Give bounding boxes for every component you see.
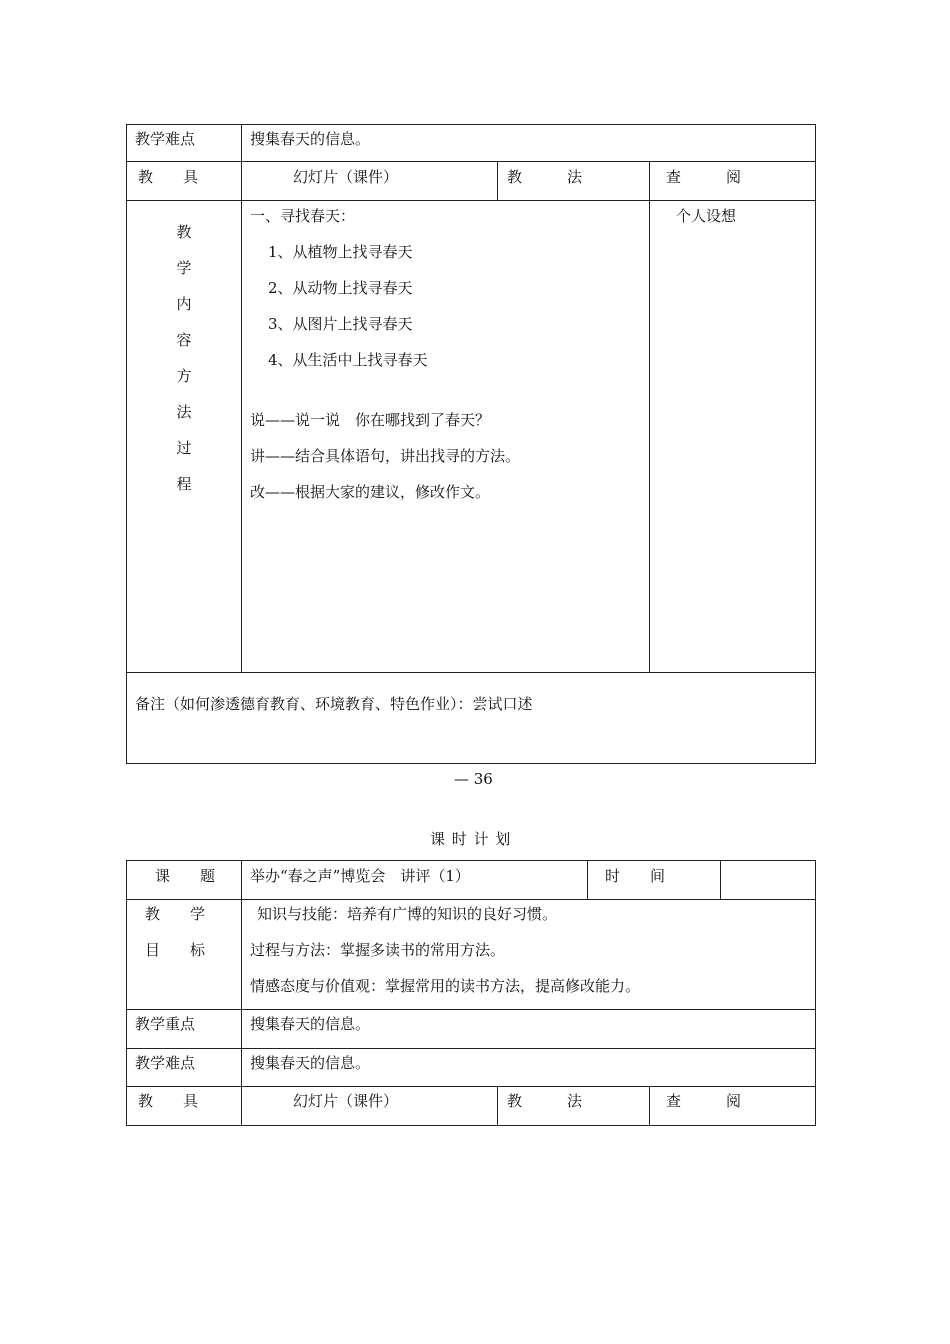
topic-value: 举办“春之声”博览会 讲评（1） bbox=[250, 867, 470, 885]
content-line: 2、从动物上找寻春天 bbox=[268, 279, 413, 297]
key-point-value: 搜集春天的信息。 bbox=[250, 1015, 371, 1033]
content-label-char: 过 bbox=[176, 439, 192, 457]
difficulty-label: 教学难点 bbox=[135, 1054, 196, 1072]
topic-label: 课 题 bbox=[155, 867, 216, 885]
content-line: 改——根据大家的建议，修改作文。 bbox=[250, 483, 491, 501]
content-line: 一、寻找春天： bbox=[250, 207, 356, 225]
difficulty-label: 教学难点 bbox=[135, 130, 196, 148]
content-label-char: 法 bbox=[176, 403, 192, 421]
goal-label-line2: 目 标 bbox=[145, 941, 206, 959]
tools-label: 教 具 bbox=[138, 1092, 199, 1110]
goal-line: 过程与方法：掌握多读书的常用方法。 bbox=[250, 941, 506, 959]
page-number: — 36 bbox=[454, 770, 493, 788]
content-line: 4、从生活中上找寻春天 bbox=[268, 351, 428, 369]
content-label-char: 学 bbox=[176, 259, 192, 277]
plan-title: 课 时 计 划 bbox=[430, 830, 512, 848]
content-line: 说——说一说 你在哪找到了春天？ bbox=[250, 411, 491, 429]
tools-label: 教 具 bbox=[138, 168, 199, 186]
goal-line: 知识与技能：培养有广博的知识的良好习惯。 bbox=[257, 905, 558, 923]
content-label-char: 程 bbox=[176, 475, 192, 493]
content-line: 1、从植物上找寻春天 bbox=[268, 243, 413, 261]
review-label: 查 阅 bbox=[666, 1092, 742, 1110]
content-line: 讲——结合具体语句，讲出找寻的方法。 bbox=[250, 447, 521, 465]
goal-label-line1: 教 学 bbox=[145, 905, 206, 923]
difficulty-value: 搜集春天的信息。 bbox=[250, 130, 371, 148]
tools-value: 幻灯片（课件） bbox=[293, 168, 399, 186]
difficulty-value: 搜集春天的信息。 bbox=[250, 1054, 371, 1072]
content-label-char: 内 bbox=[176, 295, 192, 313]
tools-value: 幻灯片（课件） bbox=[293, 1092, 399, 1110]
personal-ideas-label: 个人设想 bbox=[676, 207, 737, 225]
content-label-char: 教 bbox=[176, 223, 192, 241]
content-label-char: 方 bbox=[176, 367, 192, 385]
method-label: 教 法 bbox=[507, 1092, 583, 1110]
content-line: 3、从图片上找寻春天 bbox=[268, 315, 413, 333]
key-point-label: 教学重点 bbox=[135, 1015, 196, 1033]
time-label: 时 间 bbox=[605, 867, 666, 885]
content-label-char: 容 bbox=[176, 331, 192, 349]
goal-line: 情感态度与价值观：掌握常用的读书方法，提高修改能力。 bbox=[250, 977, 641, 995]
notes-text: 备注（如何渗透德育教育、环境教育、特色作业）：尝试口述 bbox=[135, 695, 533, 713]
review-label: 查 阅 bbox=[666, 168, 742, 186]
method-label: 教 法 bbox=[507, 168, 583, 186]
